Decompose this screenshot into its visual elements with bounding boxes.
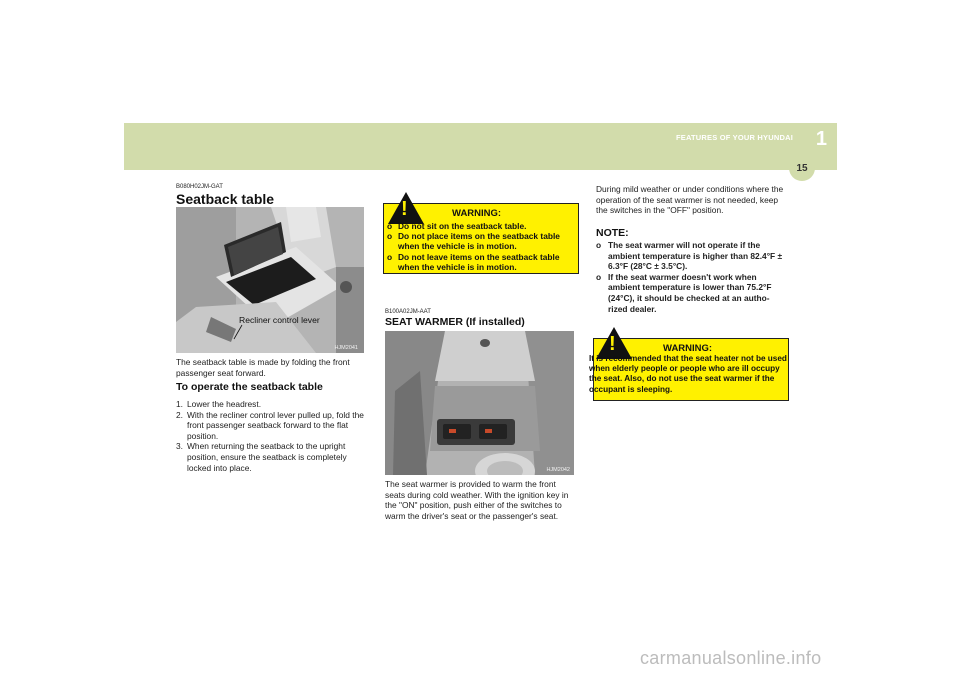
seatback-table-photo [176,207,364,353]
list-item: 2. With the recliner control lever pulled up, fold the front passenger seatback forward to the flat position. [176,409,364,441]
section-title: FEATURES OF YOUR HYUNDAI [675,133,793,142]
list-item: o Do not place items on the seatback table when the vehicle is in motion. [387,231,560,252]
warning-items [387,221,577,272]
section-code: B080H02JM-GAT [176,184,223,190]
warning-title: WARNING: [663,343,713,354]
section-title-seat-warmer: SEAT WARMER (If installed) [385,316,525,328]
seat-warmer-mild-weather: During mild weather or under conditions where the operation of the seat warmer is not needed, keep the switches in the "OFF" position. [596,184,784,216]
section-code: B100A02JM-AAT [385,309,431,315]
warning-text: It is recommended that the seat heater not be used when elderly people or people who are ill occupy the seat. Also, do not use the seat warmer if the occupant is sleeping. [589,354,787,394]
seat-warmer-photo [385,331,574,475]
seat-warmer-illustration [385,331,574,475]
note-items [596,240,788,314]
list-item: o Do not leave items on the seatback table when the vehicle is in motion. [387,251,560,272]
warning-box-seatback: ! WARNING: o Do not sit on the seatback table. o Do not place items on the seatback table when the vehicle is in motion. o Do not leave items on the seatback table when the vehicle is in motion. [383,203,579,274]
chapter-number: 1 [815,128,827,150]
seatback-table-illustration [176,207,364,353]
list-item: o If the seat warmer doesn't work when ambient temperature is lower than 75.2°F (24°C), it should be checked at an autho-rized dealer. [596,271,772,314]
seat-warmer-text: The seat warmer is provided to warm the front seats during cold weather. With the ignition key in the "ON" position, push either of the switches to warm the driver's seat or the passenger's seat. [385,479,569,521]
photo-code: HJM2041 [334,345,358,351]
warning-box-seat-warmer: ! WARNING: It is recommended that the seat heater not be used when elderly people or people who are ill occupy the seat. Also, do not use the seat warmer if the occupant is sleeping. [593,338,789,401]
header-band [124,123,837,170]
warning-title: WARNING: [452,208,502,219]
watermark: carmanualsonline.info [640,648,822,668]
page-number: 15 [789,155,815,181]
section-title-seatback-table: Seatback table [176,191,275,207]
list-item: 3. When returning the seatback to the upright position, ensure the seatback is completely locked into place. [176,441,347,473]
photo-code: HJM2042 [546,467,570,473]
list-item: o The seat warmer will not operate if the ambient temperature is higher than 82.4°F ± 6.3°F (28°C ± 3.5°C). [596,240,783,272]
recliner-lever-label: Recliner control lever [239,315,320,325]
operate-steps [176,399,364,473]
list-item: 1. Lower the headrest. [176,399,262,409]
note-title: NOTE: [596,227,629,239]
list-item: o Do not sit on the seatback table. [387,221,527,231]
subtitle-operate: To operate the seatback table [176,381,323,393]
seatback-intro: The seatback table is made by folding the front passenger seat forward. [176,357,350,378]
